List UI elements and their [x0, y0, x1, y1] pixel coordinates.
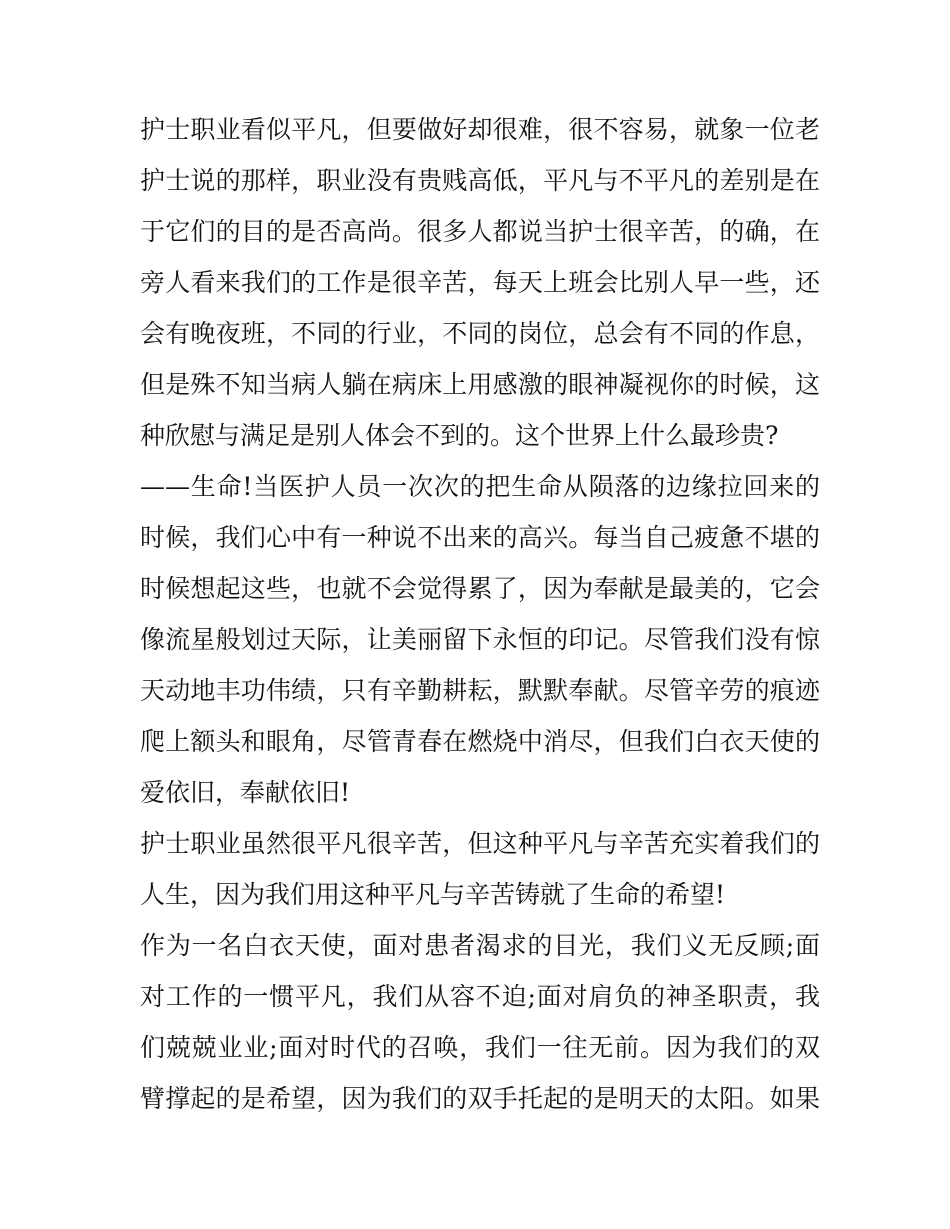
- text-line: 时候想起这些，也就不会觉得累了，因为奉献是最美的，它会: [140, 574, 820, 603]
- text-line: 时候，我们心中有一种说不出来的高兴。每当自己疲惫不堪的: [140, 523, 820, 552]
- text-line: 天动地丰功伟绩，只有辛勤耕耘，默默奉献。尽管辛劳的痕迹: [140, 676, 820, 705]
- text-line: 于它们的目的是否高尚。很多人都说当护士很辛苦，的确，在: [140, 217, 820, 246]
- text-line: 种欣慰与满足是别人体会不到的。这个世界上什么最珍贵?: [140, 421, 779, 450]
- text-line: 但是殊不知当病人躺在病床上用感激的眼神凝视你的时候，这: [140, 370, 820, 399]
- text-line: 臂撑起的是希望，因为我们的双手托起的是明天的太阳。如果: [140, 1084, 820, 1113]
- text-line: 护士职业虽然很平凡很辛苦，但这种平凡与辛苦充实着我们的: [140, 829, 820, 858]
- text-line: ——生命!当医护人员一次次的把生命从陨落的边缘拉回来的: [140, 472, 820, 501]
- text-line: 对工作的一惯平凡，我们从容不迫;面对肩负的神圣职责，我: [140, 982, 820, 1011]
- text-line: 作为一名白衣天使，面对患者渴求的目光，我们义无反顾;面: [140, 931, 820, 960]
- text-line: 像流星般划过天际，让美丽留下永恒的印记。尽管我们没有惊: [140, 625, 820, 654]
- text-line: 人生，因为我们用这种平凡与辛苦铸就了生命的希望!: [140, 880, 726, 909]
- text-line: 护士职业看似平凡，但要做好却很难，很不容易，就象一位老: [140, 115, 820, 144]
- text-line: 护士说的那样，职业没有贵贱高低，平凡与不平凡的差别是在: [140, 166, 820, 195]
- text-line: 们兢兢业业;面对时代的召唤，我们一往无前。因为我们的双: [140, 1033, 820, 1062]
- text-line: 爱依旧，奉献依旧!: [140, 778, 351, 807]
- text-line: 会有晚夜班，不同的行业，不同的岗位，总会有不同的作息，: [140, 319, 820, 348]
- body-text: [140, 104, 820, 1124]
- text-line: 旁人看来我们的工作是很辛苦，每天上班会比别人早一些，还: [140, 268, 820, 297]
- text-line: 爬上额头和眼角，尽管青春在燃烧中消尽，但我们白衣天使的: [140, 727, 820, 756]
